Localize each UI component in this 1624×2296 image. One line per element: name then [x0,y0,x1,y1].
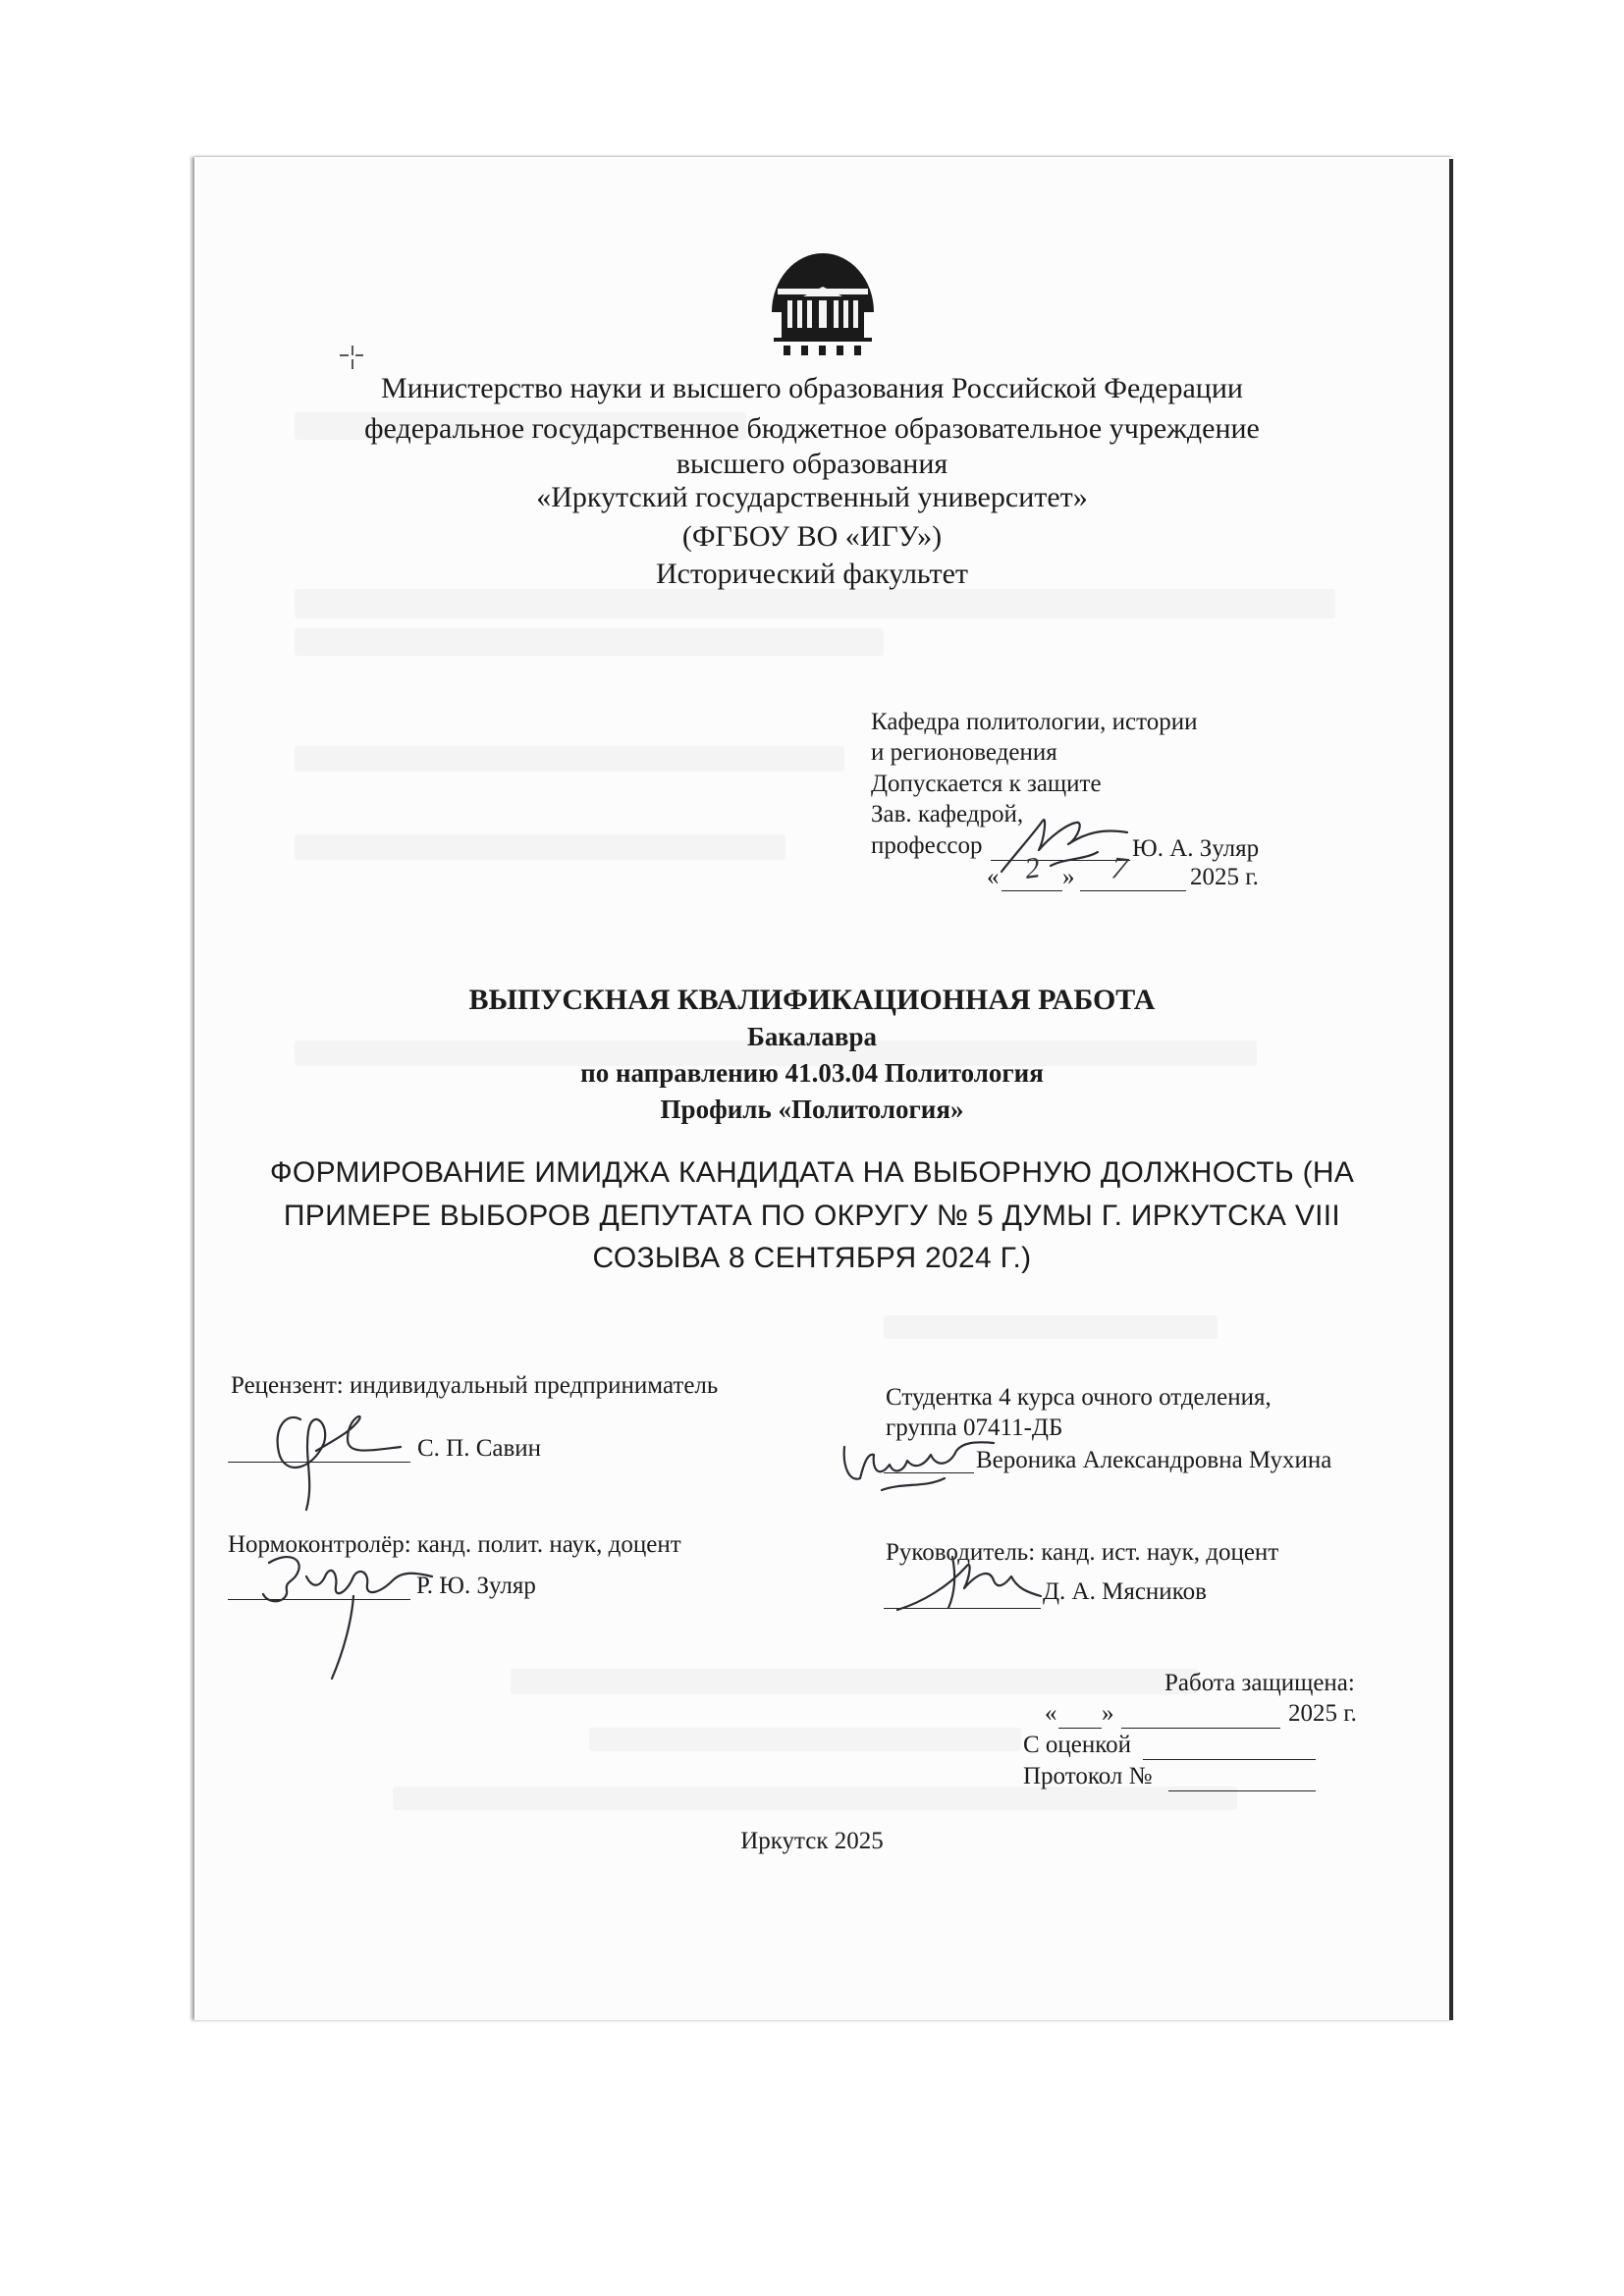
protocol-line [1168,1790,1316,1791]
faculty-name: Исторический факультет [655,558,969,590]
approval-date-close: » [1062,864,1075,890]
norm-controller-name: Р. Ю. Зуляр [416,1573,536,1599]
ministry-line: Министерство науки и высшего образования Российской Федерации [381,372,1243,404]
reviewer-role: Рецензент: индивидуальный предприниматель [231,1372,719,1399]
bleed-through [884,1315,1218,1339]
topic-line2: ПРИМЕРЕ ВЫБОРОВ ДЕПУТАТА ПО ОКРУГУ № 5 ДУМЫ Г. ИРКУТСКА VIII [283,1200,1341,1232]
head-title: Зав. кафедрой, [871,801,1024,828]
student-group: группа 07411-ДБ [886,1415,1063,1441]
defense-status: Работа защищена: [1164,1670,1355,1696]
student-name: Вероника Александровна Мухина [976,1447,1332,1473]
work-type-title: ВЫПУСКНАЯ КВАЛИФИКАЦИОННАЯ РАБОТА [468,984,1156,1016]
norm-controller-role: Нормоконтролёр: канд. полит. наук, доцент [228,1531,681,1558]
protocol-label: Протокол № [1023,1763,1153,1789]
topic-line1: ФОРМИРОВАНИЕ ИМИДЖА КАНДИДАТА НА ВЫБОРНУЮ ДОЛЖНОСТЬ (НА [269,1156,1355,1189]
student-signature [835,1425,1001,1504]
bleed-through [511,1669,1198,1694]
bleed-through [295,746,844,772]
department-line1: Кафедра политологии, истории [871,709,1198,735]
norm-controller-signature [249,1537,446,1684]
direction-label: по направлению 41.03.04 Политология [580,1058,1044,1088]
defense-day-line [1058,1728,1102,1729]
defense-year: 2025 г. [1288,1700,1357,1727]
approval-date-open: « [987,864,1000,890]
bleed-through [295,628,884,656]
topic-line3: СОЗЫВА 8 СЕНТЯБРЯ 2024 Г.) [592,1242,1032,1274]
department-line2: и регионоведения [871,739,1057,766]
defense-date-close: » [1102,1700,1114,1727]
student-course: Студентка 4 курса очного отделения, [886,1384,1272,1411]
education-level-line: высшего образования [676,448,948,480]
head-signature [982,803,1139,881]
approval-month-handwritten: 7 [1110,849,1129,886]
admission-label: Допускается к защите [871,771,1102,797]
bleed-through [295,589,1335,618]
scan-mark [338,344,367,373]
bleed-through [295,834,785,860]
head-position: профессор [871,832,983,859]
reviewer-signature [257,1380,414,1518]
degree-label: Бакалавра [747,1022,877,1051]
supervisor-role: Руководитель: канд. ист. наук, доцент [886,1539,1279,1566]
approval-year: 2025 г. [1190,864,1259,890]
defense-month-line [1121,1728,1280,1729]
supervisor-signature [884,1537,1051,1626]
approval-day-line [1001,890,1062,891]
grade-label: С оценкой [1023,1732,1132,1758]
head-name: Ю. А. Зуляр [1132,835,1260,862]
defense-date-open: « [1045,1700,1057,1727]
reviewer-name: С. П. Савин [417,1435,542,1462]
supervisor-name: Д. А. Мясников [1043,1578,1207,1605]
city-year: Иркутск 2025 [740,1828,884,1854]
university-name: «Иркутский государственный университет» [536,481,1088,513]
institution-type-line: федеральное государственное бюджетное образовательное учреждение [364,412,1260,445]
profile-label: Профиль «Политология» [660,1095,964,1124]
grade-line [1143,1759,1316,1760]
approval-month-line [1080,890,1186,891]
university-logo [764,243,882,357]
university-abbreviation: (ФГБОУ ВО «ИГУ») [681,520,943,553]
bleed-through [589,1728,1021,1751]
approval-day-handwritten: 2 [1022,851,1043,885]
